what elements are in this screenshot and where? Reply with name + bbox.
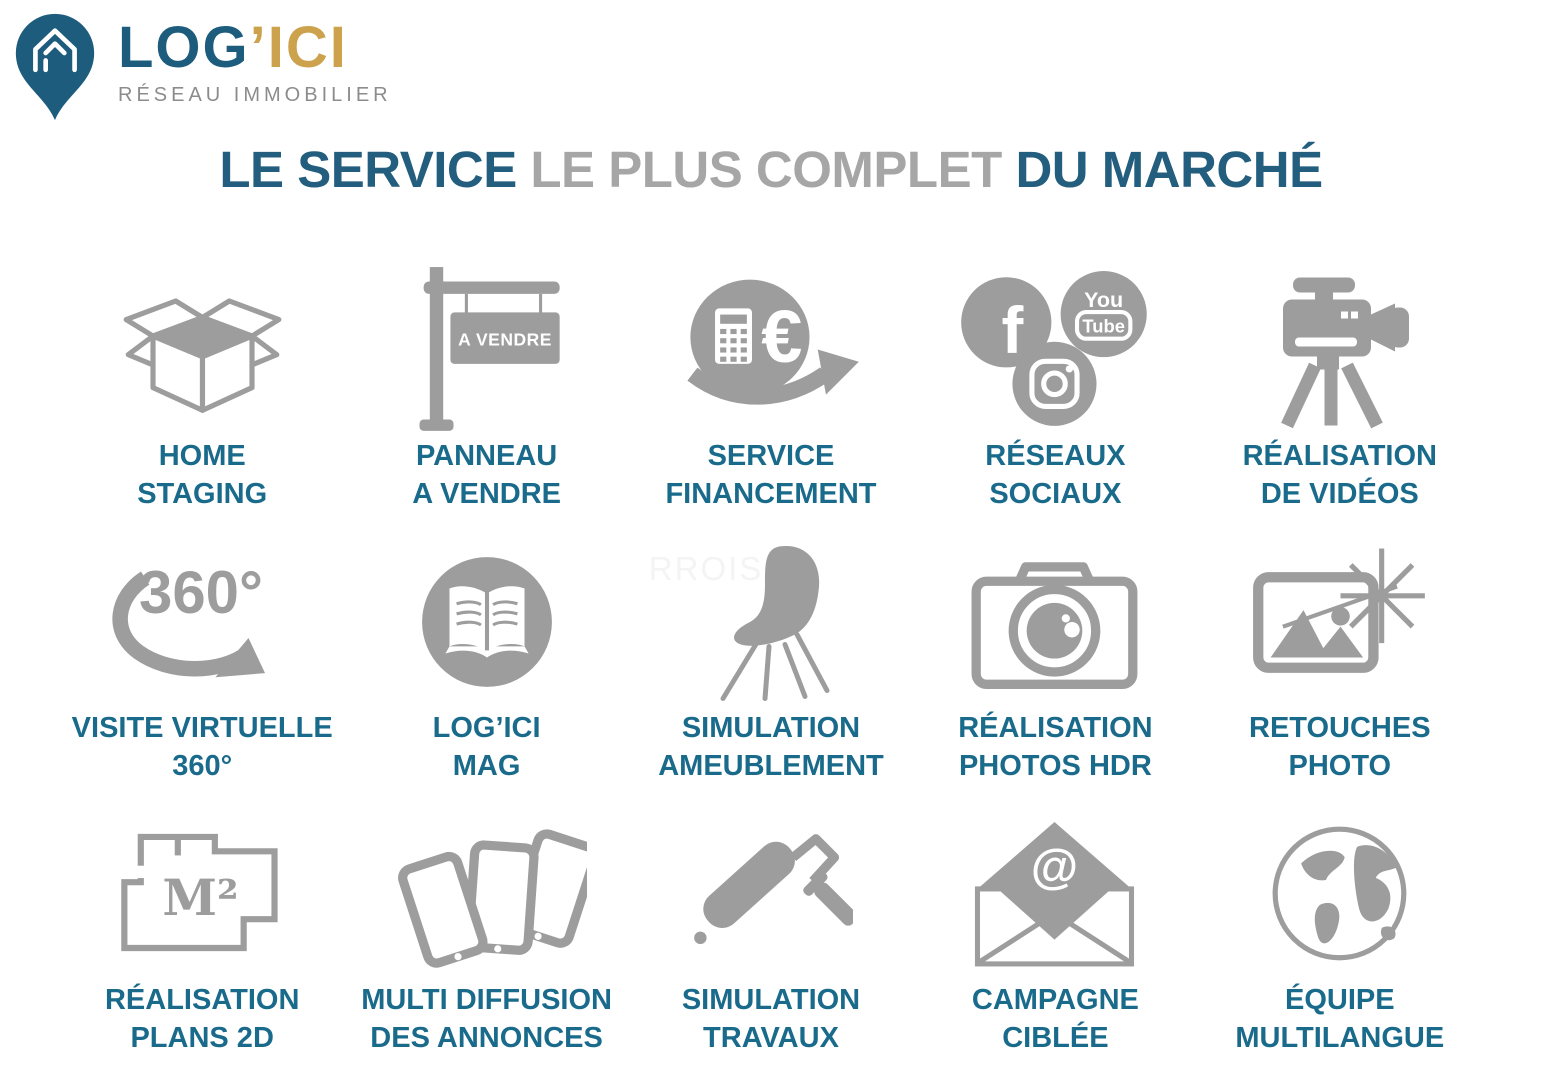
service-item-equipe-multilangue [1198,806,1482,1078]
watermark-text: RROIS [648,550,764,587]
service-label-line2: CIBLÉE [1002,1021,1109,1054]
service-item-simulation-ameublement [629,534,913,806]
service-item-plans-2d [60,806,344,1078]
brand-name-primary: LOG [118,15,250,80]
service-label-line2: DE VIDÉOS [1260,477,1419,510]
service-label [682,982,860,1057]
service-label-line1: RÉALISATION [958,712,1153,744]
service-label [105,982,299,1057]
service-item-visite-virtuelle [60,534,344,806]
service-label-line2: 360° [172,749,233,782]
service-label-line2: AMEUBLEMENT [658,749,884,782]
paint-roller-icon [629,806,913,982]
open-box-icon [60,262,344,438]
euro-symbol: € [761,294,803,378]
sale-sign-text: A VENDRE [457,329,552,350]
logo [8,12,392,122]
service-label [433,710,541,785]
social-networks-icon [913,262,1197,438]
service-label-line1: MULTI DIFFUSION [361,984,612,1016]
services-grid [60,262,1482,1078]
tablets-icon [344,806,628,982]
service-label-line1: PANNEAU [415,440,558,472]
youtube-text-line1: You [1084,287,1124,312]
service-item-realisation-videos [1198,262,1482,534]
service-item-service-financement [629,262,913,534]
service-label-line1: SIMULATION [681,712,861,744]
service-label-line1: ÉQUIPE [1284,984,1395,1016]
service-label-line1: LOG’ICI [432,712,541,744]
service-label [137,438,267,513]
service-label-line2: SOCIAUX [989,477,1122,510]
virtual-tour-360-icon [60,534,344,710]
magazine-book-icon [344,534,628,710]
360-text: 360° [139,558,264,626]
service-label-line2: PHOTO [1288,749,1392,782]
service-label [972,982,1139,1057]
camera-icon [913,534,1197,710]
instagram-icon [1012,342,1096,426]
brand-tagline: RÉSEAU IMMOBILIER [118,83,392,106]
service-label-line1: SIMULATION [681,984,861,1016]
service-item-multi-diffusion [344,806,628,1078]
service-label-line1: HOME [158,440,246,472]
service-label [985,438,1125,513]
service-label [958,710,1152,785]
service-label-line2: MAG [452,749,521,782]
service-label-line2: MULTILANGUE [1235,1021,1445,1054]
service-item-retouches-photo [1198,534,1482,806]
service-label-line1: SERVICE [707,440,835,472]
video-camera-icon [1198,262,1482,438]
sale-sign-icon [344,262,628,438]
service-label [72,710,333,785]
service-label-line2: A VENDRE [412,477,561,510]
service-item-home-staging [60,262,344,534]
service-label-line1: VISITE VIRTUELLE [71,712,333,744]
facebook-letter: f [1001,294,1024,368]
service-label [1243,438,1437,513]
at-symbol: @ [1031,839,1079,894]
service-label-line1: CAMPAGNE [971,984,1139,1016]
service-label-line2: STAGING [137,477,268,510]
service-label-line2: PLANS 2D [130,1021,274,1054]
page-title-part3: DU MARCHÉ [1015,141,1323,198]
service-label-line2: FINANCEMENT [665,477,877,510]
service-label [412,438,561,513]
photo-edit-icon [1198,534,1482,710]
floor-plan-icon [60,806,344,982]
brand-name-secondary: ’ICI [249,15,348,80]
page-title-part2: LE PLUS COMPLET [530,141,1002,198]
service-label-line1: RÉSEAUX [985,440,1126,472]
service-item-panneau-a-vendre [344,262,628,534]
service-label-line1: RÉALISATION [1242,440,1437,472]
brand-name [118,15,392,80]
service-label-line2: TRAVAUX [703,1021,839,1054]
service-item-simulation-travaux [629,806,913,1078]
service-label-line2: PHOTOS HDR [958,749,1152,782]
service-label-line1: RETOUCHES [1249,712,1431,744]
logo-pin-icon [8,12,102,122]
globe-icon [1198,806,1482,982]
calculator-euro-icon [629,262,913,438]
youtube-text-line2: Tube [1082,315,1125,337]
service-item-photos-hdr [913,534,1197,806]
page-title-part1: LE SERVICE [219,141,517,198]
chair-icon [629,534,913,710]
service-label [1235,982,1444,1057]
service-label [658,710,884,785]
service-label [361,982,612,1057]
email-campaign-icon [913,806,1197,982]
service-label-line2: DES ANNONCES [370,1021,603,1054]
service-label-line1: RÉALISATION [104,984,300,1016]
service-label [1249,710,1431,785]
m2-text: M² [162,869,239,928]
service-item-reseaux-sociaux [913,262,1197,534]
service-label [665,438,876,513]
service-item-logici-mag [344,534,628,806]
page-title [0,140,1542,199]
service-item-campagne-ciblee [913,806,1197,1078]
